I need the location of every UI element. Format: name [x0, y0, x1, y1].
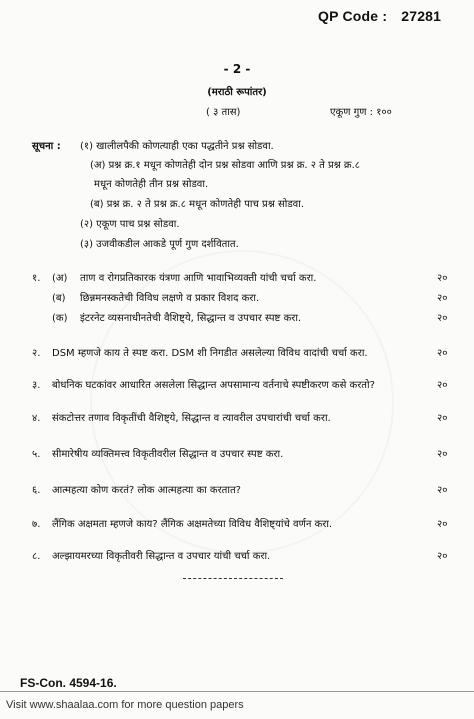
- question-marks: २०: [437, 519, 448, 530]
- question-number: ६.: [32, 485, 41, 496]
- instruction-line: (२) एकूण पाच प्रश्न सोडवा.: [80, 219, 180, 230]
- question-number: २.: [32, 348, 41, 359]
- question-text: ताण व रोगप्रतिकारक यंत्रणा आणि भावाभिव्यक्ती यांची चर्चा करा.: [80, 273, 317, 284]
- footer-divider: [0, 691, 474, 692]
- question-text: छिन्नमनस्कतेची विविध लक्षणे व प्रकार विशद करा.: [80, 293, 260, 304]
- question-text: आत्महत्या कोण करतं? लोक आत्महत्या का करतात?: [52, 485, 241, 496]
- question-text: संकटोत्तर तणाव विकृतींची वैशिष्ट्ये, सिद्धान्त व त्यावरील उपचारांची चर्चा करा.: [52, 413, 331, 424]
- question-text: इंटरनेट व्यसनाधीनतेची वैशिष्ट्ये, सिद्धान्त व उपचार स्पष्ट करा.: [80, 313, 302, 324]
- question-marks: २०: [437, 293, 448, 304]
- question-text: बोधनिक घटकांवर आधारित असलेला सिद्धान्त अपसामान्य वर्तनाचे स्पष्टीकरण कसे करतो?: [52, 380, 375, 391]
- qp-code: [318, 8, 441, 24]
- question-number: ५.: [32, 449, 41, 460]
- page-subtitle: (मराठी रूपांतर): [207, 87, 267, 98]
- footer-code: FS-Con. 4594-16.: [20, 676, 117, 690]
- question-number: १.: [32, 273, 41, 284]
- sub-question-label: (क): [52, 313, 68, 324]
- question-marks: २०: [437, 551, 448, 562]
- total-marks: एकूण गुण : १००: [330, 107, 392, 118]
- instruction-line: (१) खालीलपैकी कोणत्याही एका पद्धतीने प्रश्न सोडवा.: [80, 141, 274, 152]
- footer-visit-text: Visit www.shaalaa.com for more question papers: [6, 699, 244, 711]
- qp-code-label: QP Code :: [318, 8, 388, 24]
- sub-question-label: (ब): [52, 293, 66, 304]
- instruction-line: मधून कोणतेही तीन प्रश्न सोडवा.: [94, 179, 209, 190]
- question-number: ७.: [32, 519, 41, 530]
- exam-time: ( ३ तास): [206, 107, 241, 118]
- instruction-line: (अ) प्रश्न क्र.१ मधून कोणतेही दोन प्रश्न सोडवा आणि प्रश्न क्र. २ ते प्रश्न क्र.८: [90, 160, 360, 171]
- question-marks: २०: [437, 449, 448, 460]
- instruction-line: (३) उजवीकडील आकडे पूर्ण गुण दर्शवितात.: [80, 239, 239, 250]
- question-marks: २०: [437, 380, 448, 391]
- question-text: DSM म्हणजे काय ते स्पष्ट करा. DSM शी निगडीत असलेल्या विविध वादांची चर्चा करा.: [52, 348, 368, 359]
- question-number: ८.: [32, 551, 41, 562]
- sub-question-label: (अ): [52, 273, 68, 284]
- question-marks: २०: [437, 348, 448, 359]
- question-marks: २०: [437, 485, 448, 496]
- question-number: ३.: [32, 380, 41, 391]
- question-marks: २०: [437, 313, 448, 324]
- question-marks: २०: [437, 413, 448, 424]
- question-text: अल्झायमरच्या विकृतीवरी सिद्धान्त व उपचार यांची चर्चा करा.: [52, 551, 271, 562]
- instruction-line: (ब) प्रश्न क्र. २ ते प्रश्न क्र.८ मधून कोणतेही पाच प्रश्न सोडवा.: [90, 199, 305, 210]
- end-divider: [183, 578, 283, 579]
- question-number: ४.: [32, 413, 41, 424]
- instructions-label: सूचना :: [32, 141, 61, 152]
- question-text: लैंगिक अक्षमता म्हणजे काय? लैंगिक अक्षमतेच्या विविध वैशिष्ट्यांचे वर्णन करा.: [52, 519, 333, 530]
- question-text: सीमारेषीय व्यक्तिमत्त्व विकृतीवरील सिद्धान्त व उपचार स्पष्ट करा.: [52, 449, 284, 460]
- question-marks: २०: [437, 273, 448, 284]
- page-number: - 2 -: [223, 62, 251, 76]
- qp-code-value: 27281: [401, 8, 442, 24]
